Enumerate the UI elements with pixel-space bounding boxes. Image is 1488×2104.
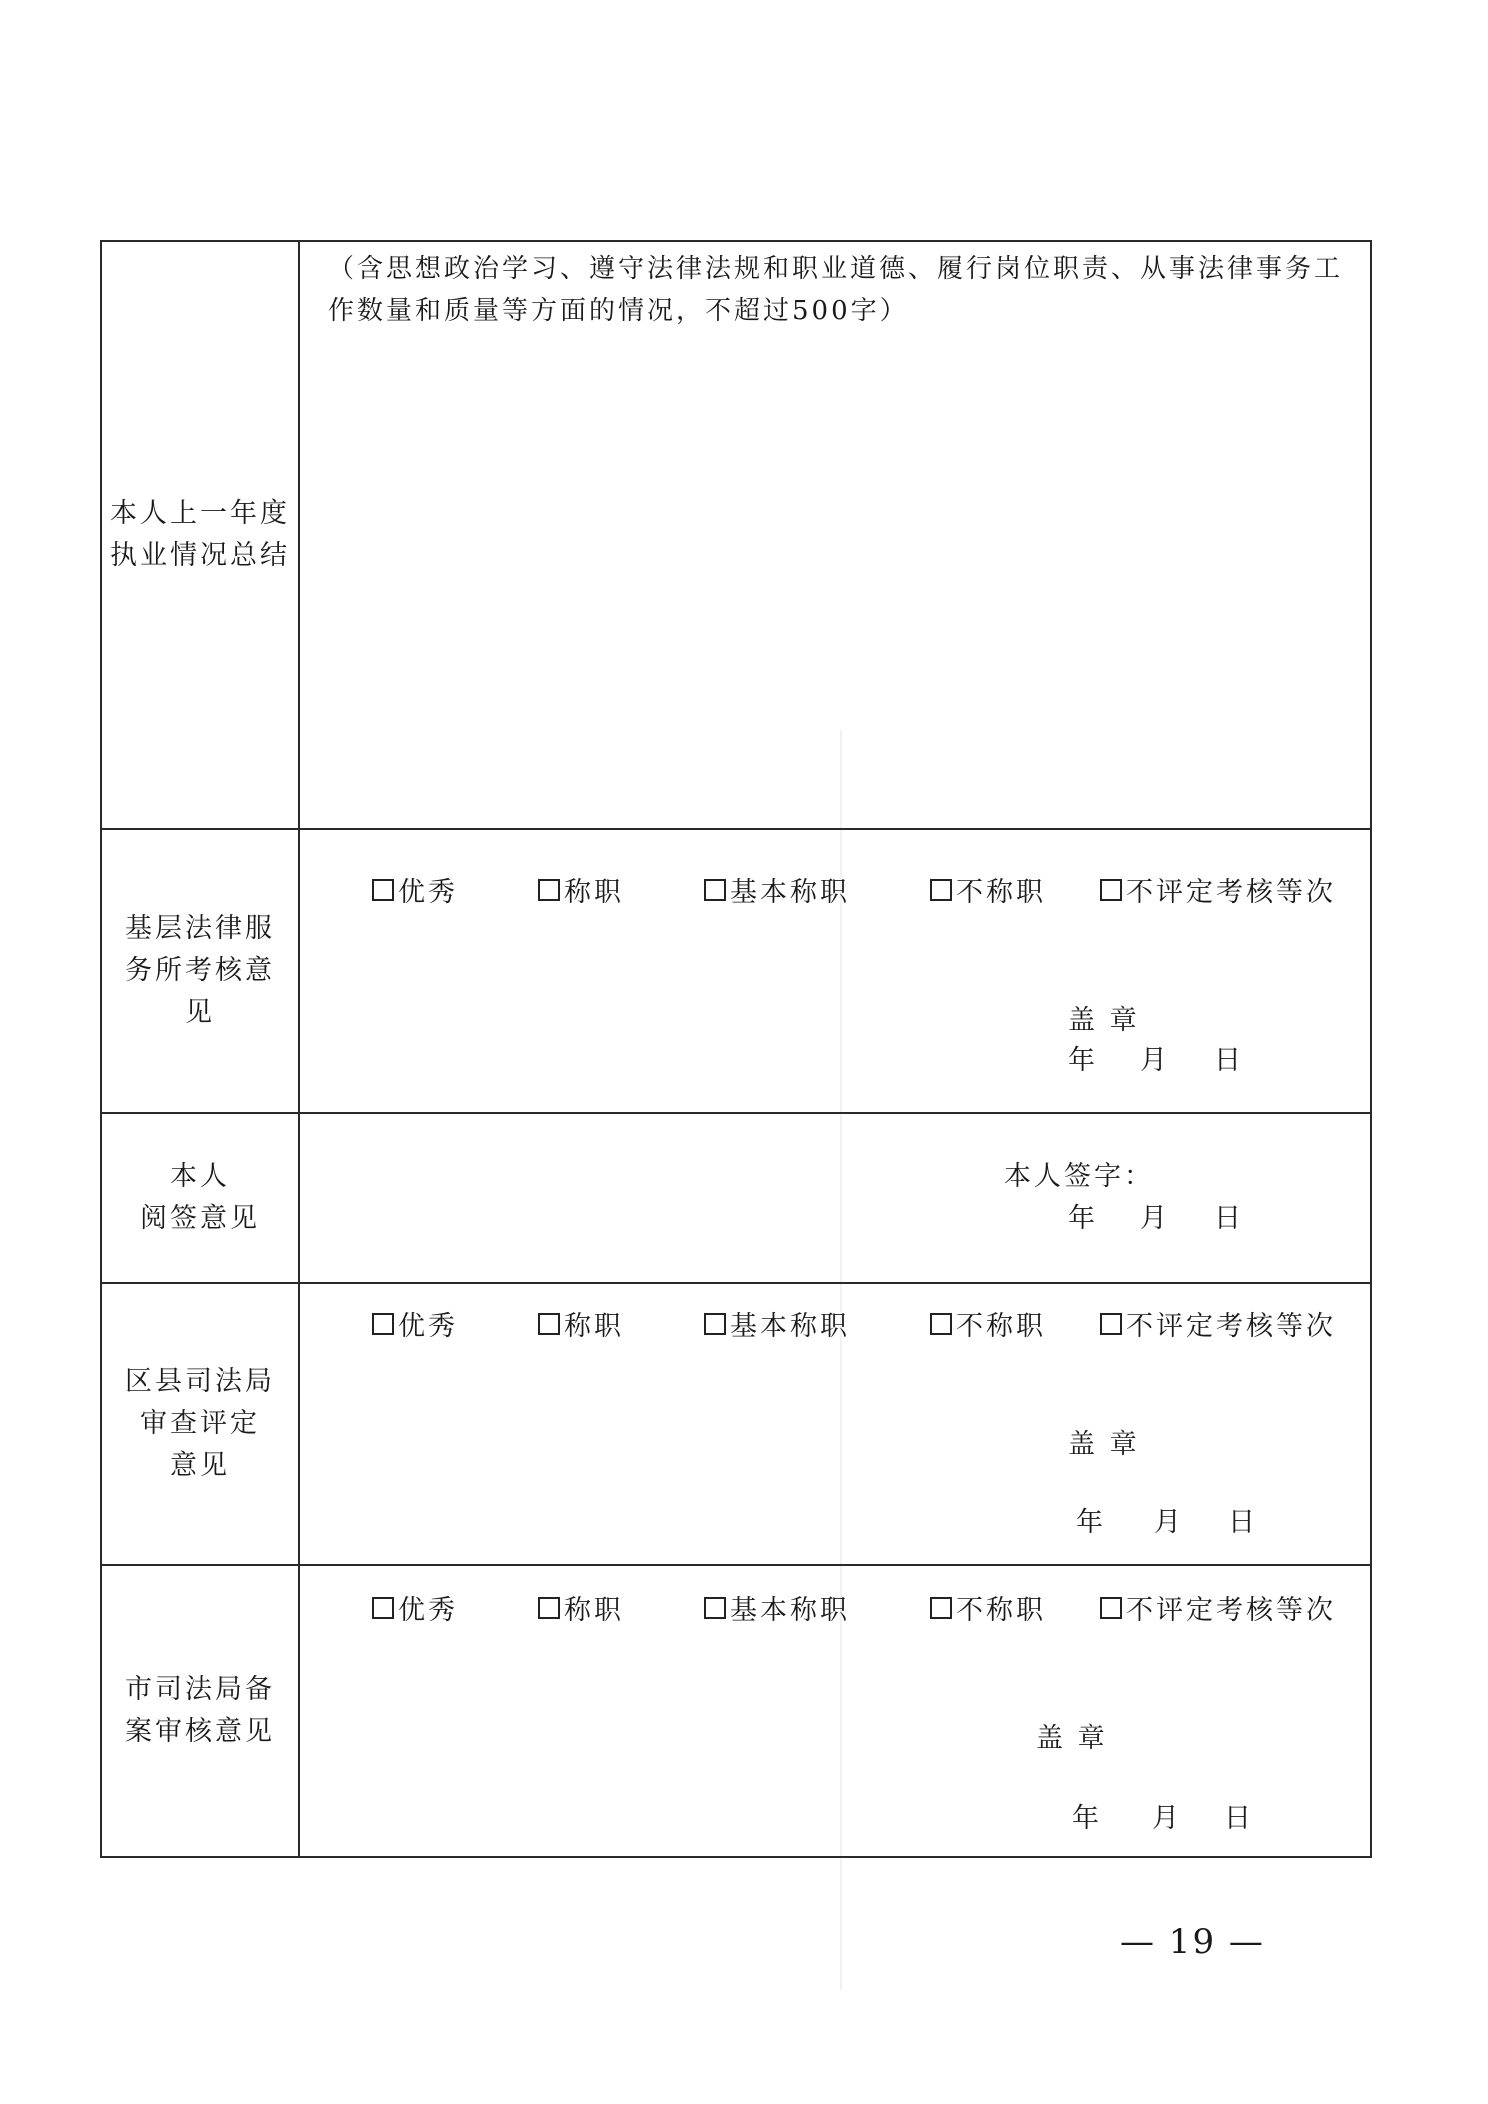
city-content	[300, 1566, 1370, 1856]
summary-hint-line2: 作数量和质量等方面的情况，不超过500字）	[328, 296, 909, 326]
district-option-excellent[interactable]: 优秀	[372, 1304, 458, 1343]
grassroots-option-competent[interactable]: 称职	[538, 870, 624, 909]
summary-label: 本人上一年度 执业情况总结	[102, 242, 300, 828]
checkbox-icon[interactable]	[1100, 1313, 1122, 1335]
city-option-not-rated[interactable]: 不评定考核等次	[1100, 1588, 1336, 1627]
grassroots-date-month: 月	[1140, 1045, 1170, 1076]
grassroots-label: 基层法律服 务所考核意 见	[102, 830, 300, 1112]
district-date-month: 月	[1154, 1507, 1184, 1538]
checkbox-icon[interactable]	[538, 879, 560, 901]
checkbox-icon[interactable]	[704, 879, 726, 901]
summary-hint	[328, 248, 1350, 332]
district-seal: 盖 章	[1068, 1429, 1140, 1460]
checkbox-icon[interactable]	[372, 1597, 394, 1619]
city-option-incompetent[interactable]: 不称职	[930, 1588, 1046, 1627]
district-row	[102, 1284, 1370, 1566]
city-date-day: 日	[1224, 1803, 1254, 1834]
checkbox-icon[interactable]	[1100, 1597, 1122, 1619]
self-review-content[interactable]	[300, 1114, 1370, 1282]
summary-row	[102, 242, 1370, 830]
self-review-date-year: 年	[1068, 1203, 1098, 1234]
district-date-year: 年	[1076, 1507, 1106, 1538]
district-option-competent[interactable]: 称职	[538, 1304, 624, 1343]
district-label: 区县司法局 审查评定 意见	[102, 1284, 300, 1564]
city-label: 市司法局备 案审核意见	[102, 1566, 300, 1856]
checkbox-icon[interactable]	[930, 1313, 952, 1335]
city-seal: 盖 章	[1036, 1723, 1108, 1754]
self-review-date-day: 日	[1214, 1203, 1244, 1234]
district-option-basically-competent[interactable]: 基本称职	[704, 1304, 850, 1343]
page-number: — 19 —	[1120, 1922, 1265, 1962]
self-review-date-month: 月	[1140, 1203, 1170, 1234]
grassroots-option-basically-competent[interactable]: 基本称职	[704, 870, 850, 909]
grassroots-date-day: 日	[1214, 1045, 1244, 1076]
checkbox-icon[interactable]	[704, 1313, 726, 1335]
district-content	[300, 1284, 1370, 1564]
self-signature-label: 本人签字：	[1004, 1161, 1154, 1192]
checkbox-icon[interactable]	[704, 1597, 726, 1619]
checkbox-icon[interactable]	[1100, 879, 1122, 901]
assessment-form-table	[100, 240, 1372, 1858]
district-date-day: 日	[1228, 1507, 1258, 1538]
self-review-label: 本人 阅签意见	[102, 1114, 300, 1282]
grassroots-option-excellent[interactable]: 优秀	[372, 870, 458, 909]
district-option-incompetent[interactable]: 不称职	[930, 1304, 1046, 1343]
grassroots-option-incompetent[interactable]: 不称职	[930, 870, 1046, 909]
city-date-month: 月	[1152, 1803, 1182, 1834]
grassroots-row	[102, 830, 1370, 1114]
checkbox-icon[interactable]	[538, 1313, 560, 1335]
checkbox-icon[interactable]	[930, 1597, 952, 1619]
checkbox-icon[interactable]	[930, 879, 952, 901]
checkbox-icon[interactable]	[372, 879, 394, 901]
city-date-year: 年	[1072, 1803, 1102, 1834]
city-option-competent[interactable]: 称职	[538, 1588, 624, 1627]
summary-content[interactable]	[300, 242, 1370, 828]
city-row	[102, 1566, 1370, 1856]
checkbox-icon[interactable]	[372, 1313, 394, 1335]
city-option-excellent[interactable]: 优秀	[372, 1588, 458, 1627]
checkbox-icon[interactable]	[538, 1597, 560, 1619]
city-option-basically-competent[interactable]: 基本称职	[704, 1588, 850, 1627]
grassroots-date-year: 年	[1068, 1045, 1098, 1076]
summary-hint-line1: （含思想政治学习、遵守法律法规和职业道德、履行岗位职责、从事法律事务工	[328, 254, 1344, 284]
self-review-row	[102, 1114, 1370, 1284]
grassroots-content	[300, 830, 1370, 1112]
grassroots-seal: 盖 章	[1068, 1005, 1140, 1036]
grassroots-option-not-rated[interactable]: 不评定考核等次	[1100, 870, 1336, 909]
district-option-not-rated[interactable]: 不评定考核等次	[1100, 1304, 1336, 1343]
